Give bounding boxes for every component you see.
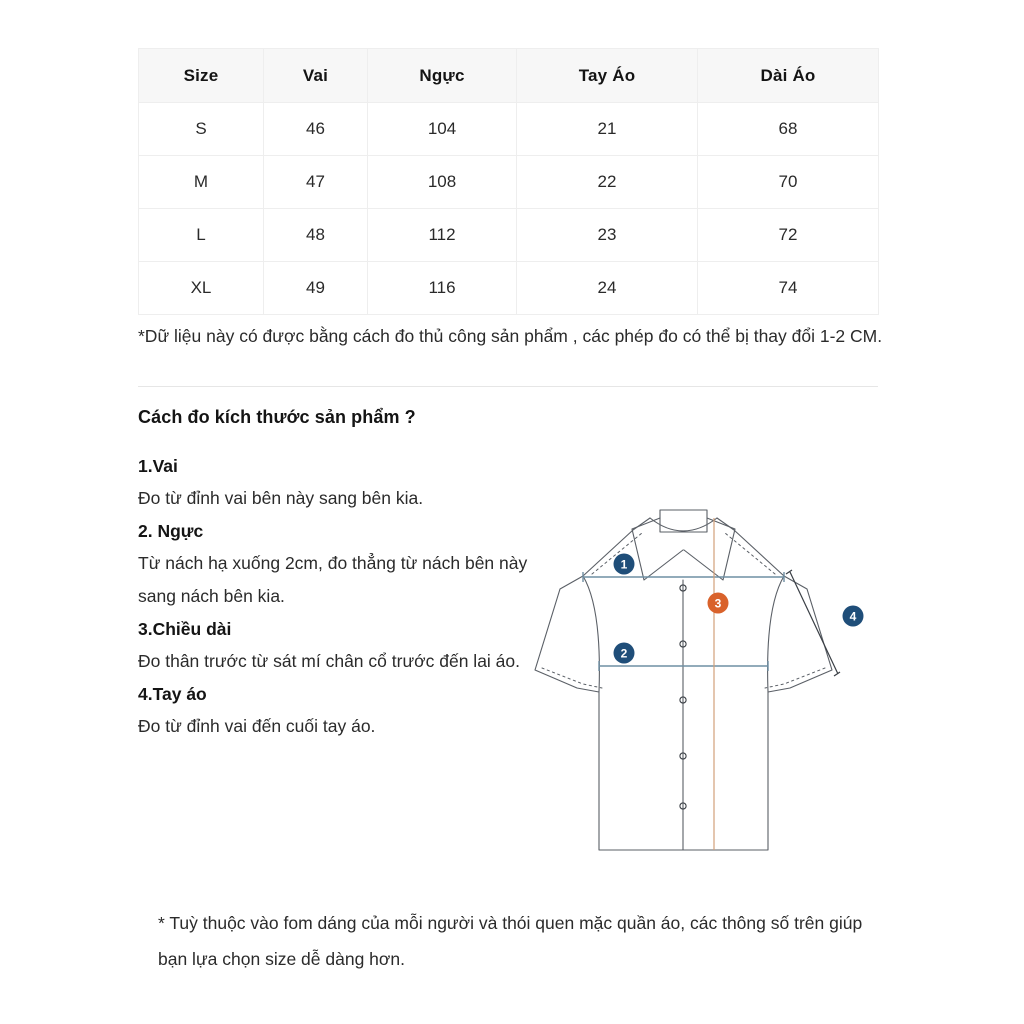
table-body [139,103,879,315]
cell-nguc: 112 [368,209,517,262]
badge-3-length [708,593,729,614]
table-row [139,156,879,209]
badge-2-chest [614,643,635,664]
instruction-body: Đo thân trước từ sát mí chân cổ trước đến lai áo. [138,651,521,671]
size-chart-table [138,48,879,315]
cell-vai: 46 [264,103,368,156]
badge-4-sleeve [843,606,864,627]
left-armhole [583,576,599,692]
section-divider [138,386,878,387]
right-shoulder-seam [717,518,784,576]
how-to-measure-title: Cách đo kích thước sản phẩm ? [138,407,416,427]
left-cuff-topstitch [542,668,602,688]
cell-size: L [139,209,264,262]
cell-dai-ao: 74 [698,262,879,315]
badge-1-shoulder [614,554,635,575]
left-collar-leaf [632,518,683,580]
size-chart-table-container [138,48,878,315]
instruction-body: Đo từ đỉnh vai bên này sang bên kia. [138,488,424,508]
table-row [139,262,879,315]
badge-4-label: 4 [849,609,857,624]
left-sleeve-outline [535,576,599,692]
table-header [139,49,879,103]
instruction-heading: 4.Tay áo [138,684,207,704]
cell-tay-ao: 24 [517,262,698,315]
cell-vai: 47 [264,156,368,209]
column-header-nguc: Ngực [368,49,517,103]
column-header-dai-ao: Dài Áo [698,49,879,103]
instruction-body: Đo từ đỉnh vai đến cuối tay áo. [138,716,376,736]
instruction-heading: 2. Ngực [138,521,204,541]
right-armhole [768,576,784,692]
cell-nguc: 108 [368,156,517,209]
instruction-item-vai [138,450,538,515]
cell-size: XL [139,262,264,315]
cell-nguc: 104 [368,103,517,156]
collar-band [660,510,707,532]
table-row [139,103,879,156]
instruction-heading: 1.Vai [138,456,178,476]
right-collar-leaf [684,518,735,580]
fit-disclaimer: * Tuỳ thuộc vào fom dáng của mỗi người và thói quen mặc quần áo, các thông số trên giúp bạn lựa chọn size dễ dàng hơn. [158,913,863,969]
cell-nguc: 116 [368,262,517,315]
instruction-heading: 3.Chiều dài [138,619,232,639]
right-cuff-topstitch [765,668,825,688]
cell-vai: 49 [264,262,368,315]
shirt-measurement-diagram [520,488,870,868]
badge-2-label: 2 [620,646,628,661]
instruction-body: Từ nách hạ xuống 2cm, đo thẳng từ nách bên này sang nách bên kia. [138,553,528,606]
table-row [139,209,879,262]
column-header-vai: Vai [264,49,368,103]
how-to-measure-section [138,407,538,743]
badge-1-label: 1 [620,557,628,572]
badge-3-label: 3 [714,596,722,611]
cell-tay-ao: 23 [517,209,698,262]
column-header-tay-ao: Tay Áo [517,49,698,103]
cell-dai-ao: 72 [698,209,879,262]
measure-line-sleeve [786,570,840,676]
cell-size: S [139,103,264,156]
instruction-item-tay-ao [138,678,538,743]
cell-size: M [139,156,264,209]
measurement-disclaimer: *Dữ liệu này có được bằng cách đo thủ công sản phẩm , các phép đo có thể bị thay đổi 1-2 CM. [138,326,883,346]
cell-tay-ao: 22 [517,156,698,209]
cell-vai: 48 [264,209,368,262]
table-header-row [139,49,879,103]
instruction-item-nguc [138,515,538,613]
shirt-illustration [520,488,870,868]
column-header-size: Size [139,49,264,103]
instruction-item-chieu-dai [138,613,538,678]
cell-dai-ao: 70 [698,156,879,209]
cell-dai-ao: 68 [698,103,879,156]
cell-tay-ao: 21 [517,103,698,156]
